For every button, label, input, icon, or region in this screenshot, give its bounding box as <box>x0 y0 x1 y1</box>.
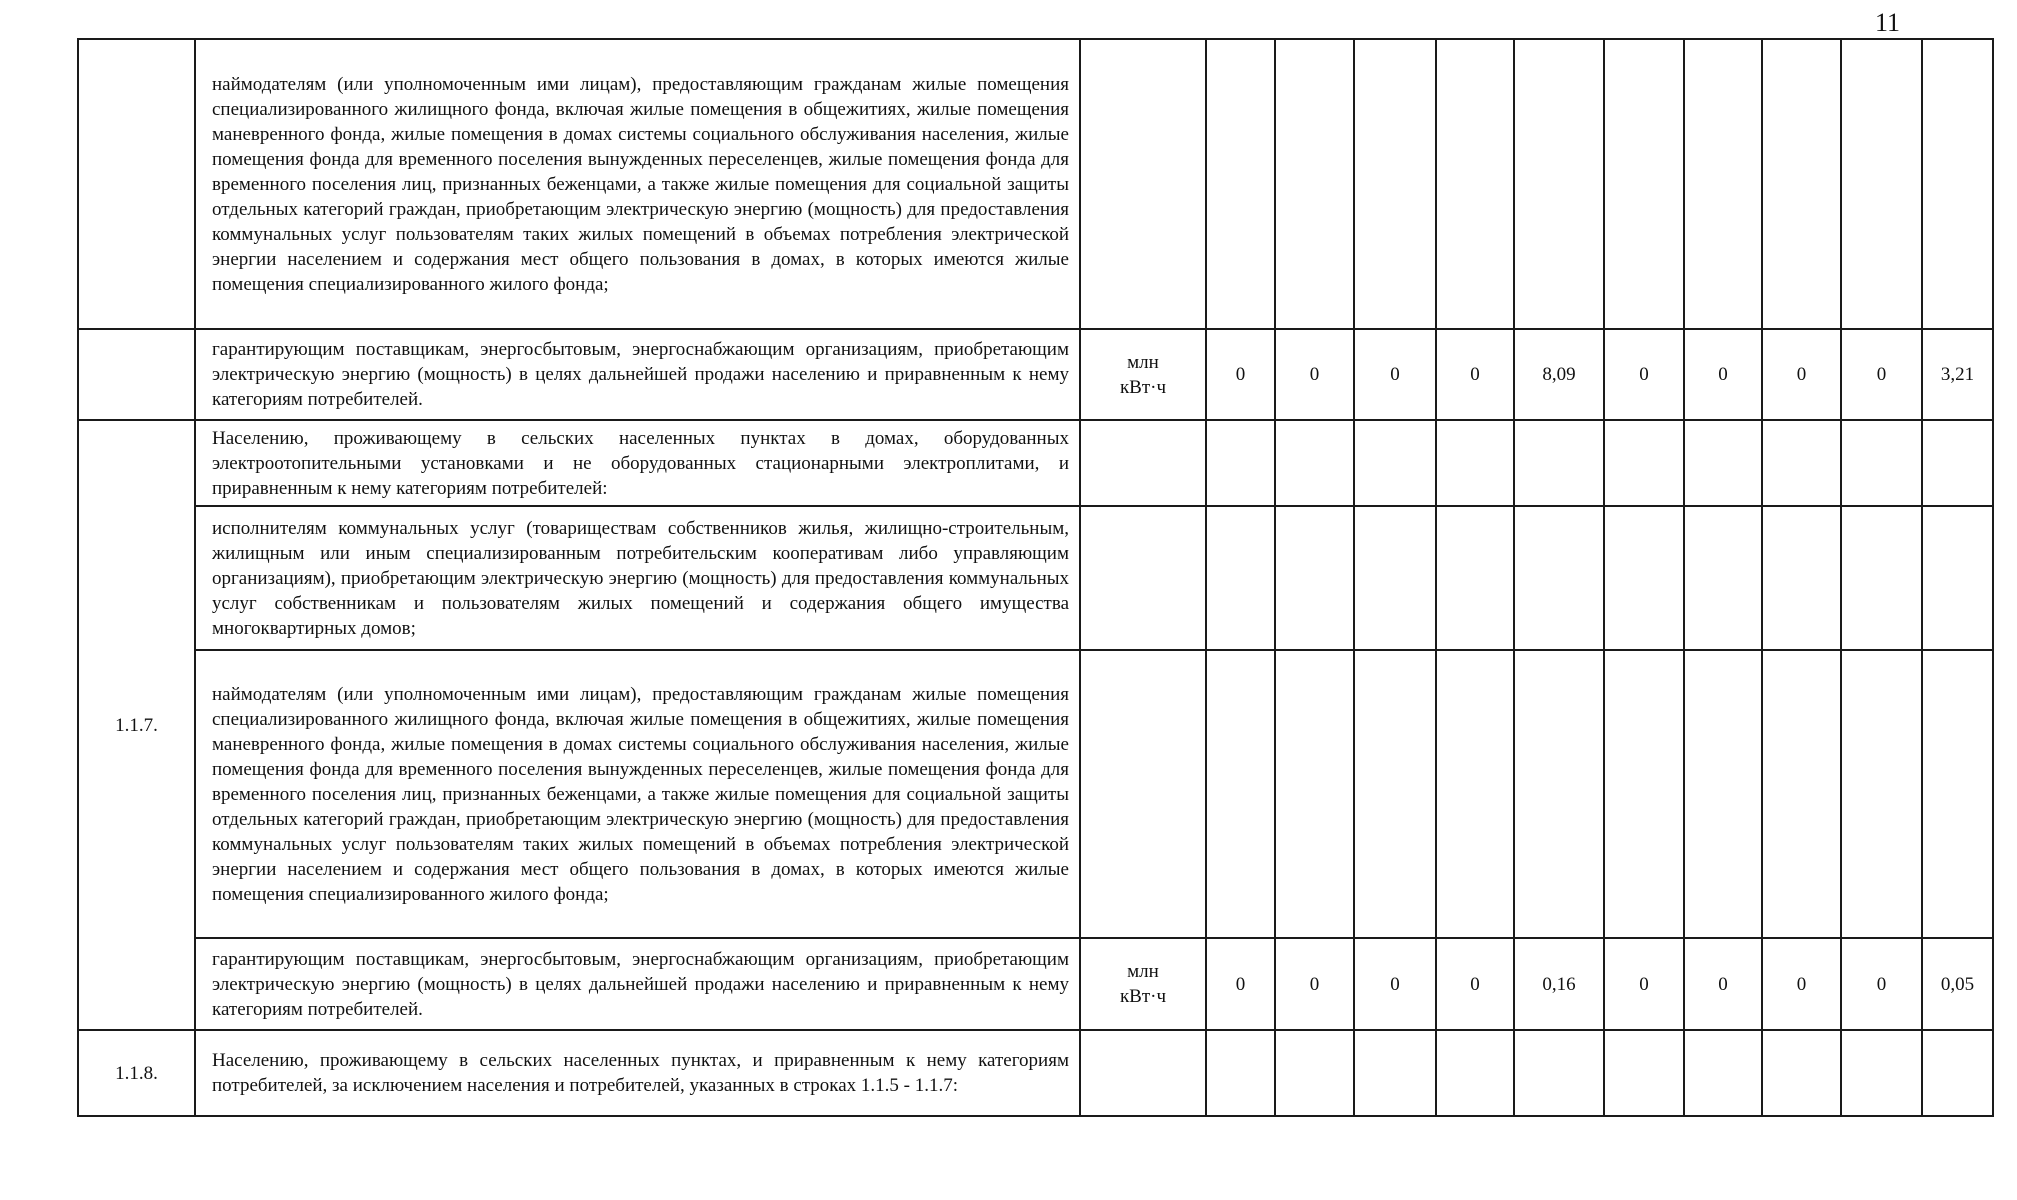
row-description: гарантирующим поставщикам, энергосбытовым, энергоснабжающим организациям, приобретающим электрическую энергию (мощность) в целях дальнейшей продажи населению и приравненным к нему категориям потребителей. <box>195 329 1080 420</box>
table-row <box>78 506 1993 650</box>
value-cell <box>1684 1030 1762 1116</box>
tariff-volume-table <box>77 38 1994 1117</box>
value-cell <box>1436 39 1514 329</box>
value-cell <box>1514 506 1604 650</box>
value-cell <box>1275 420 1354 506</box>
value-cell <box>1436 420 1514 506</box>
value-cell: 0 <box>1275 329 1354 420</box>
value-cell: 0 <box>1206 329 1275 420</box>
unit-line-1: млн <box>1127 351 1159 373</box>
unit-cell <box>1080 329 1206 420</box>
row-description: наймодателям (или уполномоченным ими лицам), предоставляющим гражданам жилые помещения специализированного жилищного фонда, включая жилые помещения в общежитиях, жилые помещения маневренного фонда, жилые помещения в домах системы социального обслуживания населения, жилые помещения фонда для временного поселения вынужденных переселенцев, жилые помещения фонда для временного поселения лиц, признанных беженцами, а также жилые помещения для социальной защиты отдельных категорий граждан, приобретающим электрическую энергию (мощность) для предоставления коммунальных услуг пользователям таких жилых помещений в объемах потребления электрической энергии населением и содержания мест общего пользования в домах, в которых имеются жилые помещения специализированного жилого фонда; <box>195 39 1080 329</box>
value-cell <box>1684 506 1762 650</box>
row-description: исполнителям коммунальных услуг (товариществам собственников жилья, жилищно-строительным, жилищным или иным специализированным потребительским кооперативам либо управляющим организациям), приобретающим электрическую энергию (мощность) для предоставления коммунальных услуг собственникам и пользователям жилых помещений и содержания общего имущества многоквартирных домов; <box>195 506 1080 650</box>
value-cell <box>1354 650 1436 938</box>
value-cell <box>1514 39 1604 329</box>
row-code-cell <box>78 39 195 329</box>
value-cell <box>1604 650 1684 938</box>
value-cell: 0 <box>1275 938 1354 1030</box>
value-cell <box>1841 39 1922 329</box>
unit-line-2: кВт·ч <box>1119 376 1167 398</box>
row-description: наймодателям (или уполномоченным ими лицам), предоставляющим гражданам жилые помещения специализированного жилищного фонда, включая жилые помещения в общежитиях, жилые помещения маневренного фонда, жилые помещения в домах системы социального обслуживания населения, жилые помещения фонда для временного поселения вынужденных переселенцев, жилые помещения фонда для временного поселения лиц, признанных беженцами, а также жилые помещения для социальной защиты отдельных категорий граждан, приобретающим электрическую энергию (мощность) для предоставления коммунальных услуг пользователям таких жилых помещений в объемах потребления электрической энергии населением и содержания мест общего пользования в домах, в которых имеются жилые помещения специализированного жилого фонда; <box>195 650 1080 938</box>
value-cell <box>1922 650 1993 938</box>
value-cell <box>1206 420 1275 506</box>
table-row <box>78 329 1993 420</box>
value-cell <box>1514 420 1604 506</box>
value-cell <box>1436 1030 1514 1116</box>
value-cell <box>1684 650 1762 938</box>
value-cell: 0 <box>1684 329 1762 420</box>
value-cell <box>1762 650 1841 938</box>
value-cell <box>1436 650 1514 938</box>
value-cell <box>1206 1030 1275 1116</box>
row-code: 1.1.7. <box>115 714 158 736</box>
value-cell <box>1604 506 1684 650</box>
value-cell <box>1684 420 1762 506</box>
value-cell <box>1922 39 1993 329</box>
row-description: Населению, проживающему в сельских населенных пунктах, и приравненным к нему категориям потребителей, за исключением населения и потребителей, указанных в строках 1.1.5 - 1.1.7: <box>195 1030 1080 1116</box>
unit-line-2: кВт·ч <box>1119 986 1167 1007</box>
table-row <box>78 420 1993 506</box>
value-cell <box>1684 39 1762 329</box>
value-cell <box>1841 650 1922 938</box>
value-cell: 0,05 <box>1922 938 1993 1030</box>
unit-cell <box>1080 938 1206 1030</box>
value-cell <box>1354 1030 1436 1116</box>
value-cell: 0 <box>1841 329 1922 420</box>
value-cell: 0 <box>1206 938 1275 1030</box>
value-cell <box>1354 39 1436 329</box>
value-cell <box>1436 506 1514 650</box>
value-cell <box>1922 506 1993 650</box>
value-cell <box>1762 420 1841 506</box>
value-cell: 0 <box>1604 938 1684 1030</box>
value-cell <box>1275 506 1354 650</box>
value-cell <box>1604 1030 1684 1116</box>
value-cell <box>1206 650 1275 938</box>
unit-cell <box>1080 1030 1206 1116</box>
value-cell: 0 <box>1762 329 1841 420</box>
unit-cell <box>1080 420 1206 506</box>
value-cell: 0 <box>1436 938 1514 1030</box>
table-row <box>78 39 1993 329</box>
value-cell: 0 <box>1604 329 1684 420</box>
row-code-cell <box>78 420 195 1030</box>
value-cell <box>1604 39 1684 329</box>
table-row <box>78 1030 1993 1116</box>
value-cell <box>1604 420 1684 506</box>
value-cell: 3,21 <box>1922 329 1993 420</box>
unit-cell <box>1080 39 1206 329</box>
value-cell <box>1354 506 1436 650</box>
row-description: Населению, проживающему в сельских населенных пунктах в домах, оборудованных электроотопительными установками и не оборудованных стационарными электроплитами, и приравненным к нему категориям потребителей: <box>195 420 1080 506</box>
value-cell <box>1275 39 1354 329</box>
value-cell <box>1841 1030 1922 1116</box>
unit-cell <box>1080 650 1206 938</box>
value-cell: 8,09 <box>1514 329 1604 420</box>
value-cell: 0 <box>1841 938 1922 1030</box>
value-cell <box>1762 1030 1841 1116</box>
value-cell <box>1922 420 1993 506</box>
row-code-cell <box>78 1030 195 1116</box>
value-cell <box>1275 650 1354 938</box>
row-code-cell <box>78 329 195 420</box>
value-cell: 0 <box>1762 938 1841 1030</box>
value-cell: 0,16 <box>1514 938 1604 1030</box>
value-cell: 0 <box>1436 329 1514 420</box>
value-cell <box>1206 506 1275 650</box>
value-cell <box>1514 1030 1604 1116</box>
unit-cell <box>1080 506 1206 650</box>
value-cell: 0 <box>1354 329 1436 420</box>
value-cell <box>1762 39 1841 329</box>
unit-line-1: млн <box>1127 961 1159 982</box>
value-cell <box>1922 1030 1993 1116</box>
table-row <box>78 650 1993 938</box>
value-cell: 0 <box>1684 938 1762 1030</box>
value-cell: 0 <box>1354 938 1436 1030</box>
page-number: 11 <box>1875 8 1901 37</box>
row-description: гарантирующим поставщикам, энергосбытовым, энергоснабжающим организациям, приобретающим электрическую энергию (мощность) в целях дальнейшей продажи населению и приравненным к нему категориям потребителей. <box>195 938 1080 1030</box>
value-cell <box>1841 506 1922 650</box>
value-cell <box>1354 420 1436 506</box>
value-cell <box>1514 650 1604 938</box>
value-cell <box>1762 506 1841 650</box>
row-code: 1.1.8. <box>115 1062 158 1084</box>
table-row <box>78 938 1993 1030</box>
value-cell <box>1206 39 1275 329</box>
value-cell <box>1275 1030 1354 1116</box>
value-cell <box>1841 420 1922 506</box>
